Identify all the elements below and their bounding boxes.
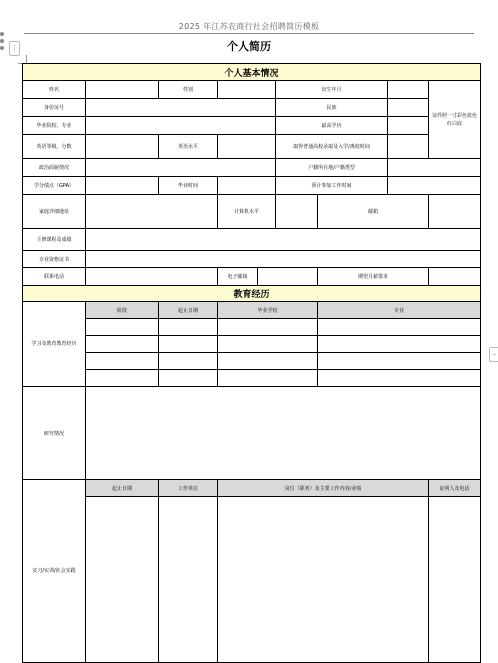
field-skills[interactable] — [86, 229, 481, 251]
intern-header-reference: 证明人及电话 — [429, 480, 481, 497]
edu-header-dates: 起止日期 — [159, 302, 218, 319]
field-certs[interactable] — [86, 251, 481, 268]
field-degree[interactable] — [388, 117, 429, 135]
left-margin-button[interactable]: ⋮ — [9, 41, 20, 56]
field-salary[interactable] — [429, 268, 481, 286]
label-email: 邮箱 — [318, 195, 429, 229]
field-birth[interactable] — [388, 81, 429, 99]
field-email[interactable] — [429, 195, 481, 229]
field-phone[interactable] — [86, 268, 218, 286]
edu-cell[interactable] — [86, 353, 159, 370]
label-certs: 专业资格证书 — [23, 251, 86, 268]
intern-header-dates: 起止日期 — [86, 480, 159, 497]
intern-header-employer: 工作单位 — [159, 480, 218, 497]
label-computer: 计算机水平 — [218, 195, 276, 229]
field-id-number[interactable] — [86, 99, 276, 117]
label-email2: 电子邮箱 — [218, 268, 258, 286]
label-address: 家庭详细地址 — [23, 195, 86, 229]
label-politics: 政治面貌情况 — [23, 159, 86, 177]
edu-header-stage: 阶段 — [86, 302, 159, 319]
field-admission[interactable] — [388, 135, 429, 159]
edu-cell[interactable] — [218, 319, 318, 336]
field-gender[interactable] — [218, 81, 276, 99]
edu-cell[interactable] — [159, 353, 218, 370]
field-ethnicity[interactable] — [388, 99, 429, 117]
intern-cell[interactable] — [159, 497, 218, 663]
label-ethnicity: 民族 — [276, 99, 388, 117]
field-address[interactable] — [86, 195, 218, 229]
field-name[interactable] — [86, 81, 159, 99]
edu-header-school: 毕业学校 — [218, 302, 318, 319]
label-degree: 最高学历 — [276, 117, 388, 135]
field-work-start[interactable] — [388, 177, 481, 195]
field-english[interactable] — [86, 135, 159, 159]
edu-cell[interactable] — [159, 336, 218, 353]
label-english: 英语等级、分数 — [23, 135, 86, 159]
label-grad-time: 毕业时间 — [159, 177, 218, 195]
header-rule — [24, 33, 474, 34]
label-education: 学习及教育教育经历 — [23, 302, 86, 387]
field-grad-time[interactable] — [218, 177, 276, 195]
edu-cell[interactable] — [318, 319, 481, 336]
edu-cell[interactable] — [218, 353, 318, 370]
label-admission: 取得普通高校录取及入学/离校时间 — [276, 135, 388, 159]
label-english-level: 英语水平 — [159, 135, 218, 159]
label-birth: 出生年月 — [276, 81, 388, 99]
label-work-start: 预计参加工作时间 — [276, 177, 388, 195]
field-research[interactable] — [86, 387, 481, 480]
edu-cell[interactable] — [318, 353, 481, 370]
right-margin-button[interactable]: – — [489, 347, 498, 362]
resume-form-table — [22, 63, 481, 663]
label-internship: 实习/实训/社会实践 — [23, 480, 86, 663]
label-id-number: 身份证号 — [23, 99, 86, 117]
field-hukou[interactable] — [388, 159, 481, 177]
label-salary: 期望月薪要求 — [318, 268, 429, 286]
photo-box[interactable]: 证件照一寸彩色蓝色红白底 — [429, 81, 481, 159]
label-phone: 联系电话 — [23, 268, 86, 286]
edu-cell[interactable] — [318, 370, 481, 387]
edu-cell[interactable] — [86, 336, 159, 353]
label-skills: 主修课程及成绩 — [23, 229, 86, 251]
edu-cell[interactable] — [318, 336, 481, 353]
label-hukou: 户籍所在地/户籍类型 — [276, 159, 388, 177]
edu-header-major: 专业 — [318, 302, 481, 319]
edu-cell[interactable] — [159, 319, 218, 336]
intern-cell[interactable] — [86, 497, 159, 663]
label-gpa: 学分绩点（GPA） — [23, 177, 86, 195]
edu-cell[interactable] — [159, 370, 218, 387]
label-school-major: 毕业院校、专业 — [23, 117, 86, 135]
intern-cell[interactable] — [429, 497, 481, 663]
field-english-level[interactable] — [218, 135, 276, 159]
edu-cell[interactable] — [86, 319, 159, 336]
field-gpa[interactable] — [86, 177, 159, 195]
section-education: 教育经历 — [23, 286, 481, 302]
section-basic-info: 个人基本情况 — [23, 64, 481, 81]
edu-cell[interactable] — [218, 336, 318, 353]
edu-cell[interactable] — [86, 370, 159, 387]
intern-header-duties: 岗位（职务）及主要工作内容/业绩 — [218, 480, 429, 497]
label-name: 姓名 — [23, 81, 86, 99]
field-school-major[interactable] — [86, 117, 276, 135]
page-header-text: 2025 年江苏农商行社会招聘简历模板 — [178, 22, 320, 31]
field-politics[interactable] — [86, 159, 276, 177]
label-research: 研究情况 — [23, 387, 86, 480]
field-computer[interactable] — [276, 195, 318, 229]
intern-cell[interactable] — [218, 497, 429, 663]
page-title: 个人简历 — [227, 40, 271, 53]
label-gender: 性别 — [159, 81, 218, 99]
edu-cell[interactable] — [218, 370, 318, 387]
field-email2[interactable] — [258, 268, 318, 286]
